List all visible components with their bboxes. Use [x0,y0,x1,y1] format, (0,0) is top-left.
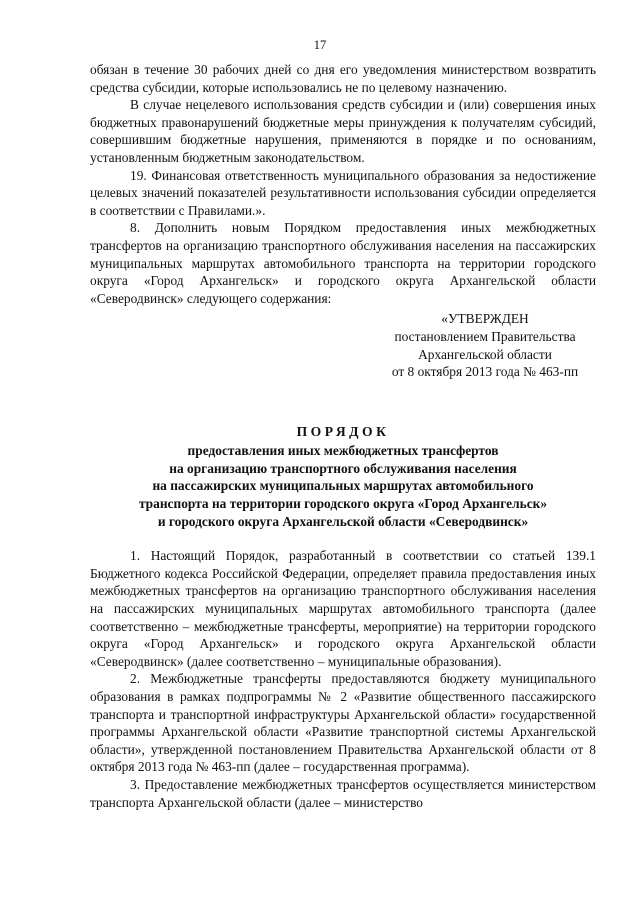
subtitle-line: предоставления иных межбюджетных трансфертов [187,443,499,459]
approval-line: «УТВЕРЖДЕН [441,311,529,327]
document-title-block [90,423,596,531]
subtitle-line: транспорта на территории городского округа «Город Архангельск» [138,496,548,512]
subtitle-line: и городского округа Архангельской области «Северодвинск» [157,513,529,529]
approval-line: Архангельской области [418,346,552,362]
approval-stamp-block [90,310,596,380]
procedure-sections [90,547,596,811]
approval-line: от 8 октября 2013 года № 463-пп [391,364,579,380]
paragraph-item-19: 19. Финансовая ответственность муниципального образования за недостижение целевых значений показателей результативности использования субсидии определяется в соответствии с Правилами.». [90,167,596,218]
section-item-2: 2. Межбюджетные трансферты предоставляются бюджету муниципального образования в рамках подпрограммы № 2 «Развитие общественного пассажирского транспорта и транспортной инфраструктуры Архангельской области» государственной программы Архангельской области «Развитие транспортной системы Архангельской области», утвержденной постановлением Правительства Архангельской области от 8 октября 2013 года № 463-пп (далее – государственная программа). [90,671,596,775]
paragraph-continuation: обязан в течение 30 рабочих дней со дня его уведомления министерством возвратить средства субсидии, которые использовались не по целевому назначению. [90,62,596,95]
document-body [90,61,596,811]
section-item-3: 3. Предоставление межбюджетных трансфертов осуществляется министерством транспорта Архангельской области (далее – министерство [90,776,596,810]
subtitle-line: на пассажирских муниципальных маршрутах автомобильного [152,478,534,494]
approval-line: постановлением Правительства [394,328,576,344]
section-item-1: 1. Настоящий Порядок, разработанный в соответствии со статьей 139.1 Бюджетного кодекса Российской Федерации, определяет правила предоставления иных межбюджетных трансфертов на организацию транспортного обслуживания населения на пассажирских муниципальных маршрутах автомобильного транспорта (далее соответственно – межбюджетные трансферты, мероприятие) на территории городского округа «Город Архангельск» и городского округа Архангельской области «Северодвинск» (далее соответственно – муниципальные образования). [90,548,596,669]
document-subtitle [90,442,596,530]
document-title: ПОРЯДОК [296,423,390,439]
paragraph-item-8: 8. Дополнить новым Порядком предоставления иных межбюджетных трансфертов на организацию транспортного обслуживания населения на пассажирских муниципальных маршрутах автомобильного транспорта на территории городского округа «Город Архангельск» и городского округа Архангельской области «Северодвинск» следующего содержания: [90,220,596,306]
page-number: 17 [313,38,327,52]
paragraph-misuse: В случае нецелевого использования средств субсидии и (или) совершения иных бюджетных правонарушений бюджетные меры принуждения к получателям субсидий, совершившим бюджетные нарушения, применяются в порядке и по основаниям, установленным бюджетным законодательством. [90,97,596,165]
subtitle-line: на организацию транспортного обслуживания населения [169,460,517,476]
